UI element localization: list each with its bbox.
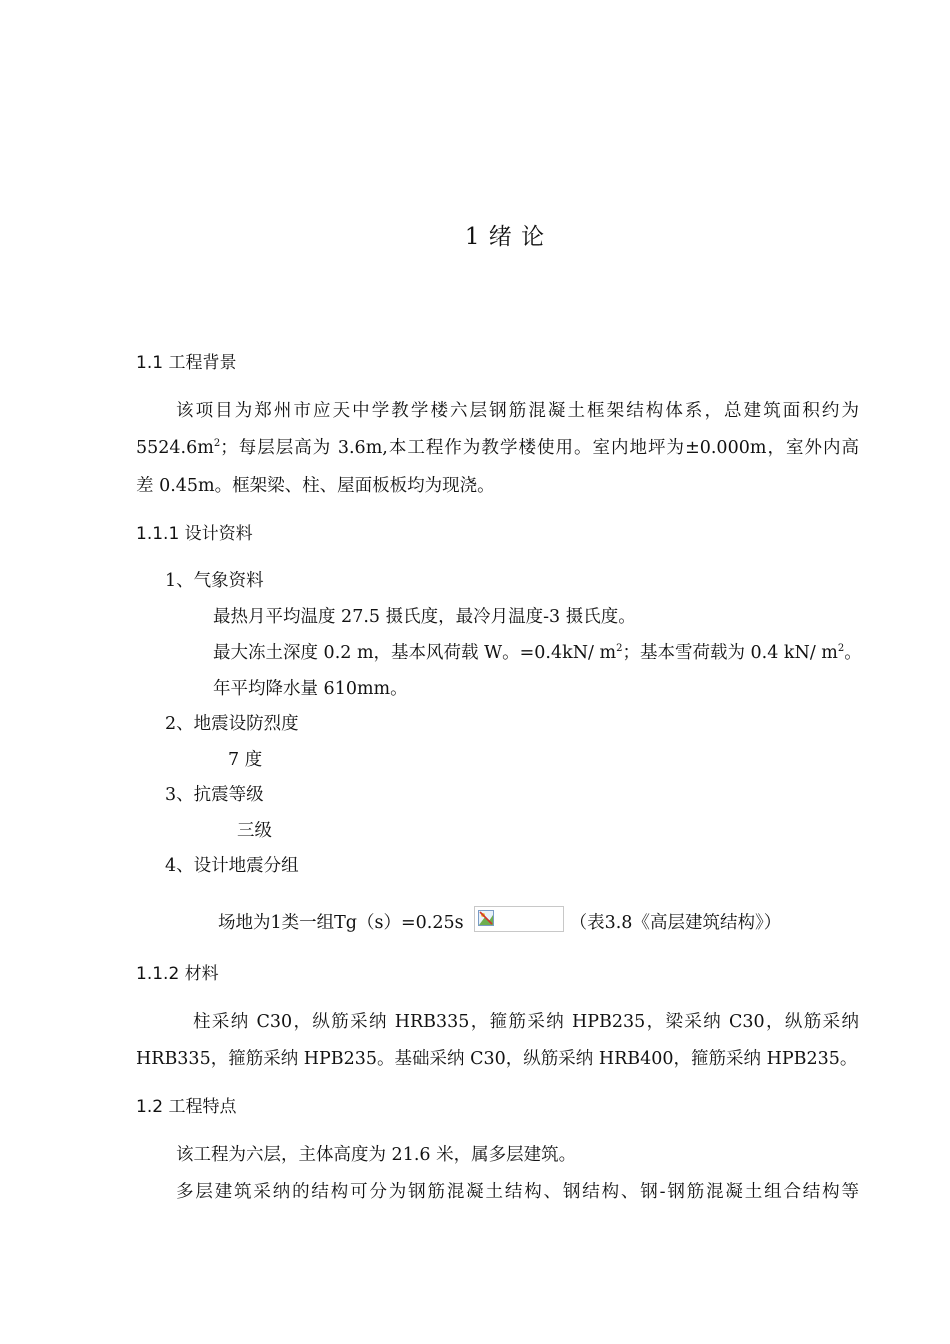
chapter-title: 1 绪 论 [464, 224, 546, 250]
text-fragment: 场地为1类一组Tg（s）=0.25s [218, 913, 464, 933]
list-item-label: 2、地震设防烈度 [165, 714, 299, 734]
superscript: 2 [616, 643, 623, 654]
list-item-label: 4、设计地震分组 [165, 856, 299, 876]
text-fragment: （表3.8《高层建筑结构》） [569, 913, 782, 933]
list-item-value: 7 度 [228, 750, 263, 770]
paragraph-line: 该项目为郑州市应天中学教学楼六层钢筋混凝土框架结构体系，总建筑面积约为 [176, 401, 859, 421]
list-item-value: 三级 [237, 821, 272, 841]
section-heading-1-2: 1.2 工程特点 [136, 1097, 237, 1117]
text-fragment: 。 [844, 643, 862, 663]
paragraph-line: 差 0.45m。框架梁、柱、屋面板板均为现浇。 [136, 476, 495, 496]
text-fragment: 最大冻土深度 0.2 m，基本风荷载 W。=0.4kN/ m [213, 643, 617, 663]
paragraph-line: 多层建筑采纳的结构可分为钢筋混凝土结构、钢结构、钢-钢筋混凝土组合结构等 [176, 1182, 859, 1202]
section-heading-1-1-2: 1.1.2 材料 [136, 964, 219, 984]
text-fragment: ；每层层高为 3.6m,本工程作为教学楼使用。室内地坪为±0.000m，室外内高 [220, 438, 859, 458]
image-placeholder-icon [478, 910, 494, 926]
paragraph-line [136, 436, 859, 460]
list-item-text: 最热月平均温度 27.5 摄氏度，最冷月温度-3 摄氏度。 [213, 607, 636, 627]
list-item-text: 年平均降水量 610mm。 [213, 679, 408, 699]
list-item-text [218, 906, 781, 935]
list-item-label: 1、气象资料 [165, 571, 264, 591]
paragraph-line: 柱采纳 C30，纵筋采纳 HRB335，箍筋采纳 HPB235，梁采纳 C30，纵筋采纳 [193, 1012, 859, 1032]
text-fragment: ；基本雪荷载为 0.4 kN/ m [622, 643, 838, 663]
broken-image-icon [474, 906, 564, 932]
paragraph-line: HRB335，箍筋采纳 HPB235。基础采纳 C30，纵筋采纳 HRB400，箍筋采纳 HPB235。 [136, 1049, 858, 1069]
text-fragment: 5524.6m [136, 438, 214, 458]
list-item-label: 3、抗震等级 [165, 785, 264, 805]
list-item-text [213, 641, 862, 665]
section-heading-1-1: 1.1 工程背景 [136, 353, 237, 373]
superscript: 2 [837, 643, 845, 654]
section-heading-1-1-1: 1.1.1 设计资料 [136, 524, 253, 544]
paragraph-line: 该工程为六层，主体高度为 21.6 米，属多层建筑。 [176, 1145, 577, 1165]
superscript: 2 [213, 438, 221, 449]
